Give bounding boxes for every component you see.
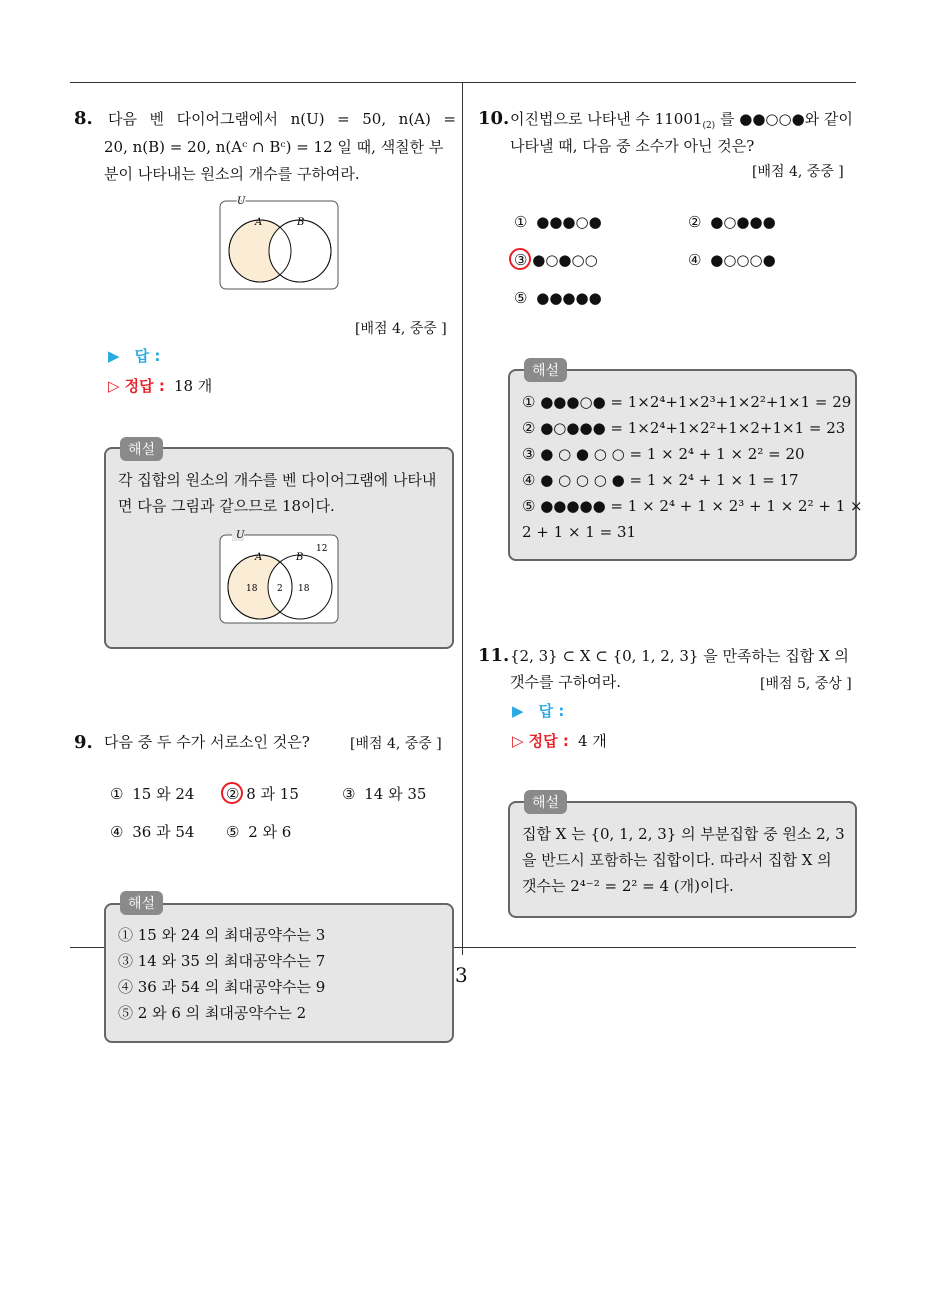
q10-line2: 나타낼 때, 다음 중 소수가 아닌 것은? — [510, 137, 755, 155]
q9-question: 다음 중 두 수가 서로소인 것은? — [104, 733, 310, 751]
q8-solution-line2: 면 다음 그림과 같으므로 18이다. — [118, 497, 335, 515]
q10-option-3[interactable] — [514, 246, 598, 274]
q8-sol-venn-u-label: U — [236, 530, 245, 541]
q9-option-4[interactable] — [110, 818, 194, 846]
q10-line1-sub: (2) — [702, 121, 716, 131]
q9-option-2-mark: ② — [226, 785, 240, 803]
q9-solution-line-2: ③ 14 와 35 의 최대공약수는 7 — [118, 952, 326, 970]
q10-option-3-text: ●○●○○ — [532, 251, 598, 269]
q8-line1: 다음 벤 다이어그램에서 n(U) = 50, n(A) = — [108, 110, 456, 128]
q10-option-5-text: ●●●●● — [536, 289, 602, 307]
q9-option-3-text: 14 와 35 — [364, 785, 427, 803]
q9-solution-line-3: ④ 36 과 54 의 최대공약수는 9 — [118, 978, 326, 996]
q10-solution-line-6: 2 + 1 × 1 = 31 — [522, 523, 637, 541]
q8-sol-venn-a-label: A — [255, 552, 263, 563]
q11-number: 11. — [478, 645, 510, 666]
q8-score: [배점 4, 중중 ] — [355, 321, 447, 337]
q10-option-4[interactable] — [688, 246, 776, 274]
q10-solution-line-1: ① ●●●○● = 1×2⁴+1×2³+1×2²+1×1 = 29 — [522, 393, 852, 411]
q9-number: 9. — [74, 732, 93, 753]
q9-option-1-mark: ① — [110, 785, 124, 803]
q8-sol-venn-right: 18 — [298, 584, 310, 594]
q8-number: 8. — [74, 108, 93, 129]
q9-option-1-text: 15 와 24 — [132, 785, 195, 803]
q8-sol-venn-left: 18 — [246, 584, 258, 594]
q10-option-4-text: ●○○○● — [710, 251, 776, 269]
q10-solution-line-5: ⑤ ●●●●● = 1 × 2⁴ + 1 × 2³ + 1 × 2² + 1 × — [522, 497, 863, 515]
q11-answer-row[interactable] — [512, 700, 564, 721]
q10-option-1-text: ●●●○● — [536, 213, 602, 231]
top-rule — [70, 82, 856, 83]
q9-option-3-mark: ③ — [342, 785, 356, 803]
q10-solution-line-3: ③ ● ○ ● ○ ○ = 1 × 2⁴ + 1 × 2² = 20 — [522, 445, 805, 463]
q10-score: [배점 4, 중중 ] — [752, 164, 844, 180]
q8-sol-venn-b-label: B — [296, 552, 304, 563]
q11-solution-line-1: 집합 X 는 {0, 1, 2, 3} 의 부분집합 중 원소 2, 3 — [522, 825, 845, 843]
q10-option-5[interactable] — [514, 284, 602, 312]
q10-number: 10. — [478, 108, 510, 129]
q9-option-5[interactable] — [226, 818, 291, 846]
q11-score: [배점 5, 중상 ] — [760, 676, 852, 692]
q11-solution-line-2: 을 반드시 포함하는 집합이다. 따라서 집합 X 의 — [522, 851, 832, 869]
outline-arrow-icon: ▷ — [108, 377, 120, 395]
q9-option-4-mark: ④ — [110, 823, 124, 841]
q8-correct-row — [108, 372, 212, 400]
q10-option-2-text: ●○●●● — [710, 213, 776, 231]
q8-answer-label: 답 : — [134, 347, 161, 365]
q10-solution-line-4: ④ ● ○ ○ ○ ● = 1 × 2⁴ + 1 × 1 = 17 — [522, 471, 799, 489]
q8-correct-label: 정답 : — [124, 377, 165, 395]
q9-solution-line-4: ⑤ 2 와 6 의 최대공약수는 2 — [118, 1004, 307, 1022]
q9-solution-tag: 해설 — [120, 891, 163, 915]
q9-option-5-text: 2 와 6 — [248, 823, 292, 841]
q10-option-4-mark: ④ — [688, 251, 702, 269]
q9-option-1[interactable] — [110, 780, 194, 808]
q8-solution-tag: 해설 — [120, 437, 163, 461]
q10-option-1[interactable] — [514, 208, 602, 236]
q11-answer-label: 답 : — [538, 702, 565, 720]
q10-option-2-mark: ② — [688, 213, 702, 231]
q11-solution-line-3: 갯수는 2⁴⁻² = 2² = 4 (개)이다. — [522, 877, 734, 895]
play-arrow-icon: ▶ — [108, 347, 120, 365]
q8-solution-venn — [218, 527, 342, 627]
q8-venn-diagram — [218, 195, 342, 291]
q10-solution-line-2: ② ●○●●● = 1×2⁴+1×2²+1×2+1×1 = 23 — [522, 419, 846, 437]
q11-line2: 갯수를 구하여라. — [510, 673, 621, 691]
q8-venn-a-label: A — [255, 217, 263, 228]
q10-option-1-mark: ① — [514, 213, 528, 231]
q10-line1-b: 를 ●●○○●와 같이 — [719, 110, 853, 128]
q9-option-3[interactable] — [342, 780, 426, 808]
q8-correct-value: 18 개 — [173, 377, 213, 395]
q11-line1: {2, 3} ⊂ X ⊂ {0, 1, 2, 3} 을 만족하는 집합 X 의 — [510, 647, 849, 665]
play-arrow-icon: ▶ — [512, 702, 524, 720]
q11-solution-tag: 해설 — [524, 790, 567, 814]
q10-line1-a: 이진법으로 나타낸 수 11001 — [510, 110, 703, 128]
q8-sol-venn-outside: 12 — [316, 544, 328, 554]
q9-option-5-mark: ⑤ — [226, 823, 240, 841]
q8-venn-u-label: U — [237, 196, 246, 207]
q11-correct-value: 4 개 — [577, 732, 607, 750]
q9-solution-line-1: ① 15 와 24 의 최대공약수는 3 — [118, 926, 326, 944]
q8-sol-venn-mid: 2 — [277, 584, 283, 594]
q8-solution-line1: 각 집합의 원소의 개수를 벤 다이어그램에 나타내 — [118, 471, 437, 489]
q11-correct-row — [512, 727, 607, 755]
q10-option-2[interactable] — [688, 208, 776, 236]
q9-option-4-text: 36 과 54 — [132, 823, 195, 841]
q10-option-3-mark: ③ — [514, 251, 528, 269]
q10-option-5-mark: ⑤ — [514, 289, 528, 307]
q10-solution-tag: 해설 — [524, 358, 567, 382]
q8-line2: 20, n(B) = 20, n(Aᶜ ∩ Bᶜ) = 12 일 때, 색칠한 부 — [104, 138, 444, 156]
outline-arrow-icon: ▷ — [512, 732, 524, 750]
q8-line3: 분이 나타내는 원소의 개수를 구하여라. — [104, 165, 360, 183]
q11-correct-label: 정답 : — [528, 732, 569, 750]
q9-option-2[interactable] — [226, 780, 299, 808]
q9-option-2-text: 8 과 15 — [246, 785, 299, 803]
q8-venn-b-label: B — [297, 217, 305, 228]
q9-score: [배점 4, 중중 ] — [350, 736, 442, 752]
page-number: 3 — [455, 963, 468, 987]
column-divider — [462, 83, 463, 955]
q8-answer-row[interactable] — [108, 345, 160, 366]
